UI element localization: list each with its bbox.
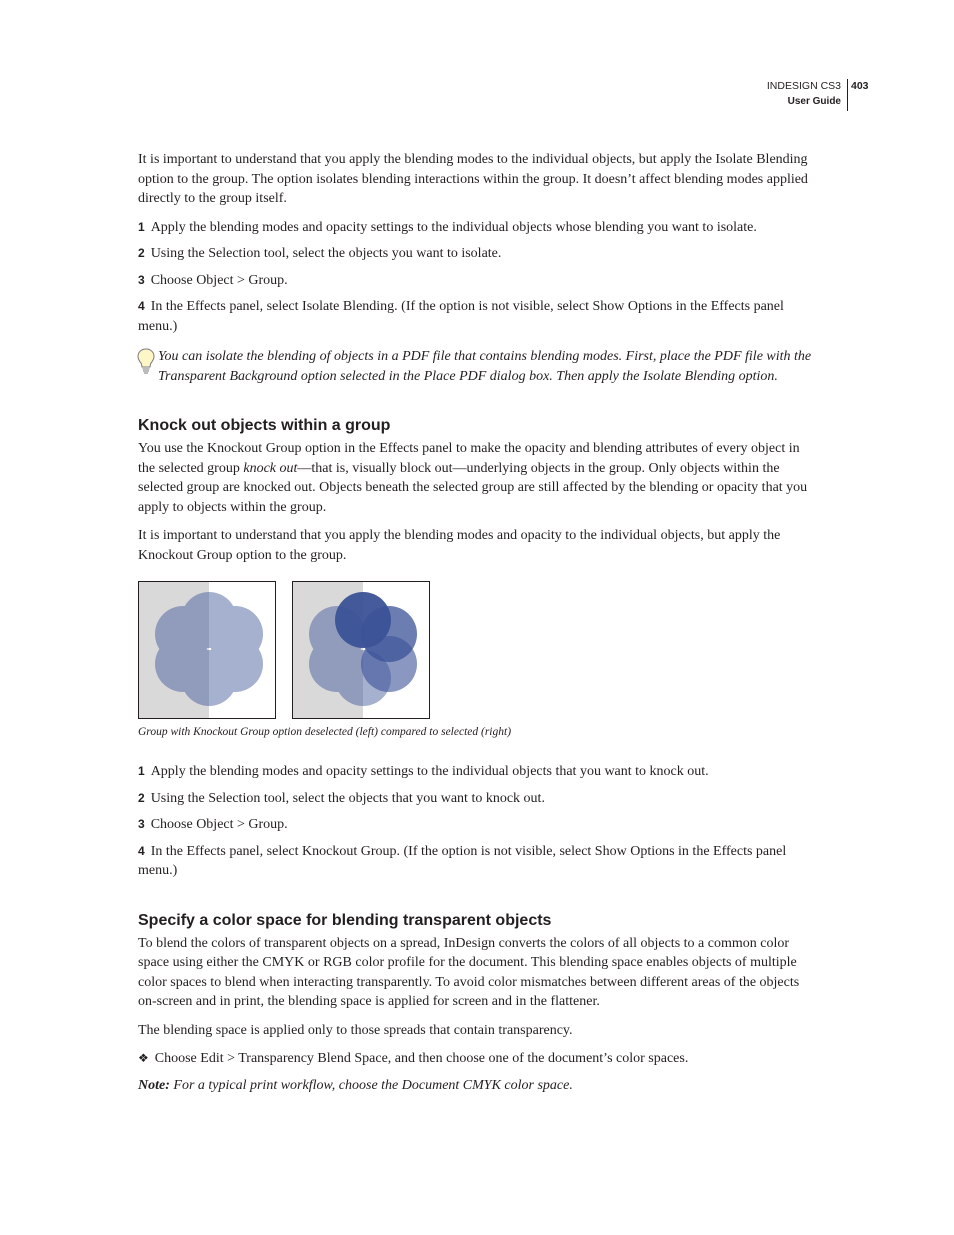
intro-paragraph: It is important to understand that you apply the blending modes to the individual objects, but apply the Isolate Blending option to the group. The option isolates blending interactions within the group. It doesn’t affect blending modes applied directly to the group itself. xyxy=(138,152,808,206)
step-text: Choose Object > Group. xyxy=(150,272,288,288)
knockout-steps xyxy=(138,762,814,881)
section-heading-knockout: Knock out objects within a group xyxy=(138,417,391,434)
page-content xyxy=(138,150,814,1095)
isolate-steps xyxy=(138,218,814,337)
step-number: 1 xyxy=(138,764,145,778)
figure-knockout-off xyxy=(138,581,276,719)
circles-illustration-left xyxy=(139,582,275,718)
note-text: For a typical print workflow, choose the Document CMYK color space. xyxy=(169,1077,573,1093)
text-run: —that is, visually block out—underlying objects in the group. Only objects within the selected group are knocked out. Objects beneath the selected group are still affected by the blending or opacity that you apply to objects within the group. xyxy=(138,460,808,515)
step-text: In the Effects panel, select Isolate Blending. (If the option is not visible, select Show Options in the Effects panel menu.) xyxy=(138,299,784,334)
figure-caption: Group with Knockout Group option deselected (left) compared to selected (right) xyxy=(138,726,512,738)
diamond-bullet-icon: ❖ xyxy=(138,1051,149,1065)
step-number: 2 xyxy=(138,790,145,805)
text-run: You use the Knockout Group option in the Effects panel to make the opacity and blending attributes of every object in the selected group xyxy=(138,441,800,476)
list-item xyxy=(138,271,814,291)
figure-knockout-on xyxy=(292,581,430,719)
circles-illustration-right xyxy=(293,582,429,718)
step-text: Apply the blending modes and opacity settings to the individual objects that you want to knock out. xyxy=(150,764,709,779)
blend-space-paragraph-2: The blending space is applied only to those spreads that contain transparency. xyxy=(138,1022,573,1038)
italic-term: knock out xyxy=(243,460,298,476)
list-item xyxy=(138,244,814,264)
knockout-figures xyxy=(138,581,814,719)
step-number: 3 xyxy=(138,817,145,831)
guide-name: User Guide xyxy=(787,96,841,107)
running-header xyxy=(767,79,848,111)
note xyxy=(138,1076,814,1096)
step-number: 3 xyxy=(138,272,145,287)
step-number: 4 xyxy=(138,843,145,858)
product-name: INDESIGN CS3 xyxy=(766,80,841,92)
knockout-paragraph-2: It is important to understand that you apply the blending modes and opacity to the individual objects, but apply the Knockout Group option to the group. xyxy=(138,528,781,563)
list-item xyxy=(138,218,814,238)
lightbulb-icon xyxy=(136,347,158,386)
step-number: 4 xyxy=(138,299,145,313)
list-item xyxy=(138,789,814,809)
bullet-item xyxy=(138,1049,814,1069)
list-item xyxy=(138,842,814,881)
knockout-paragraph-1 xyxy=(138,439,814,517)
step-text: Using the Selection tool, select the objects that you want to knock out. xyxy=(150,790,545,806)
note-label: Note: xyxy=(138,1077,170,1093)
step-number: 1 xyxy=(138,219,145,234)
step-number: 2 xyxy=(138,246,145,260)
tip-box xyxy=(138,347,814,386)
page-number: 403 xyxy=(851,80,869,92)
section-heading-blend-space: Specify a color space for blending transparent objects xyxy=(138,911,552,929)
step-text: Apply the blending modes and opacity settings to the individual objects whose blending you want to isolate. xyxy=(150,219,757,235)
tip-text: You can isolate the blending of objects in a PDF file that contains blending modes. First, place the PDF file with the Transparent Background option selected in the Place PDF dialog box. Then apply the Isolate Blending option. xyxy=(158,349,812,384)
bullet-text: Choose Edit > Transparency Blend Space, and then choose one of the document’s color spaces. xyxy=(154,1051,689,1066)
list-item xyxy=(138,762,814,782)
step-text: Using the Selection tool, select the objects you want to isolate. xyxy=(150,246,502,261)
blend-space-paragraph-1: To blend the colors of transparent objects on a spread, InDesign converts the colors of all objects to a common color space using either the CMYK or RGB color profile for the document. This blending space enables objects of multiple color spaces to blend when interacting transparently. To avoid color mismatches between different areas of the objects on-screen and in print, the blending space is applied for screen and in the flattener. xyxy=(138,935,800,1009)
list-item xyxy=(138,815,814,835)
list-item xyxy=(138,297,814,336)
step-text: Choose Object > Group. xyxy=(150,817,288,832)
step-text: In the Effects panel, select Knockout Group. (If the option is not visible, select Show Options in the Effects panel menu.) xyxy=(138,843,787,878)
